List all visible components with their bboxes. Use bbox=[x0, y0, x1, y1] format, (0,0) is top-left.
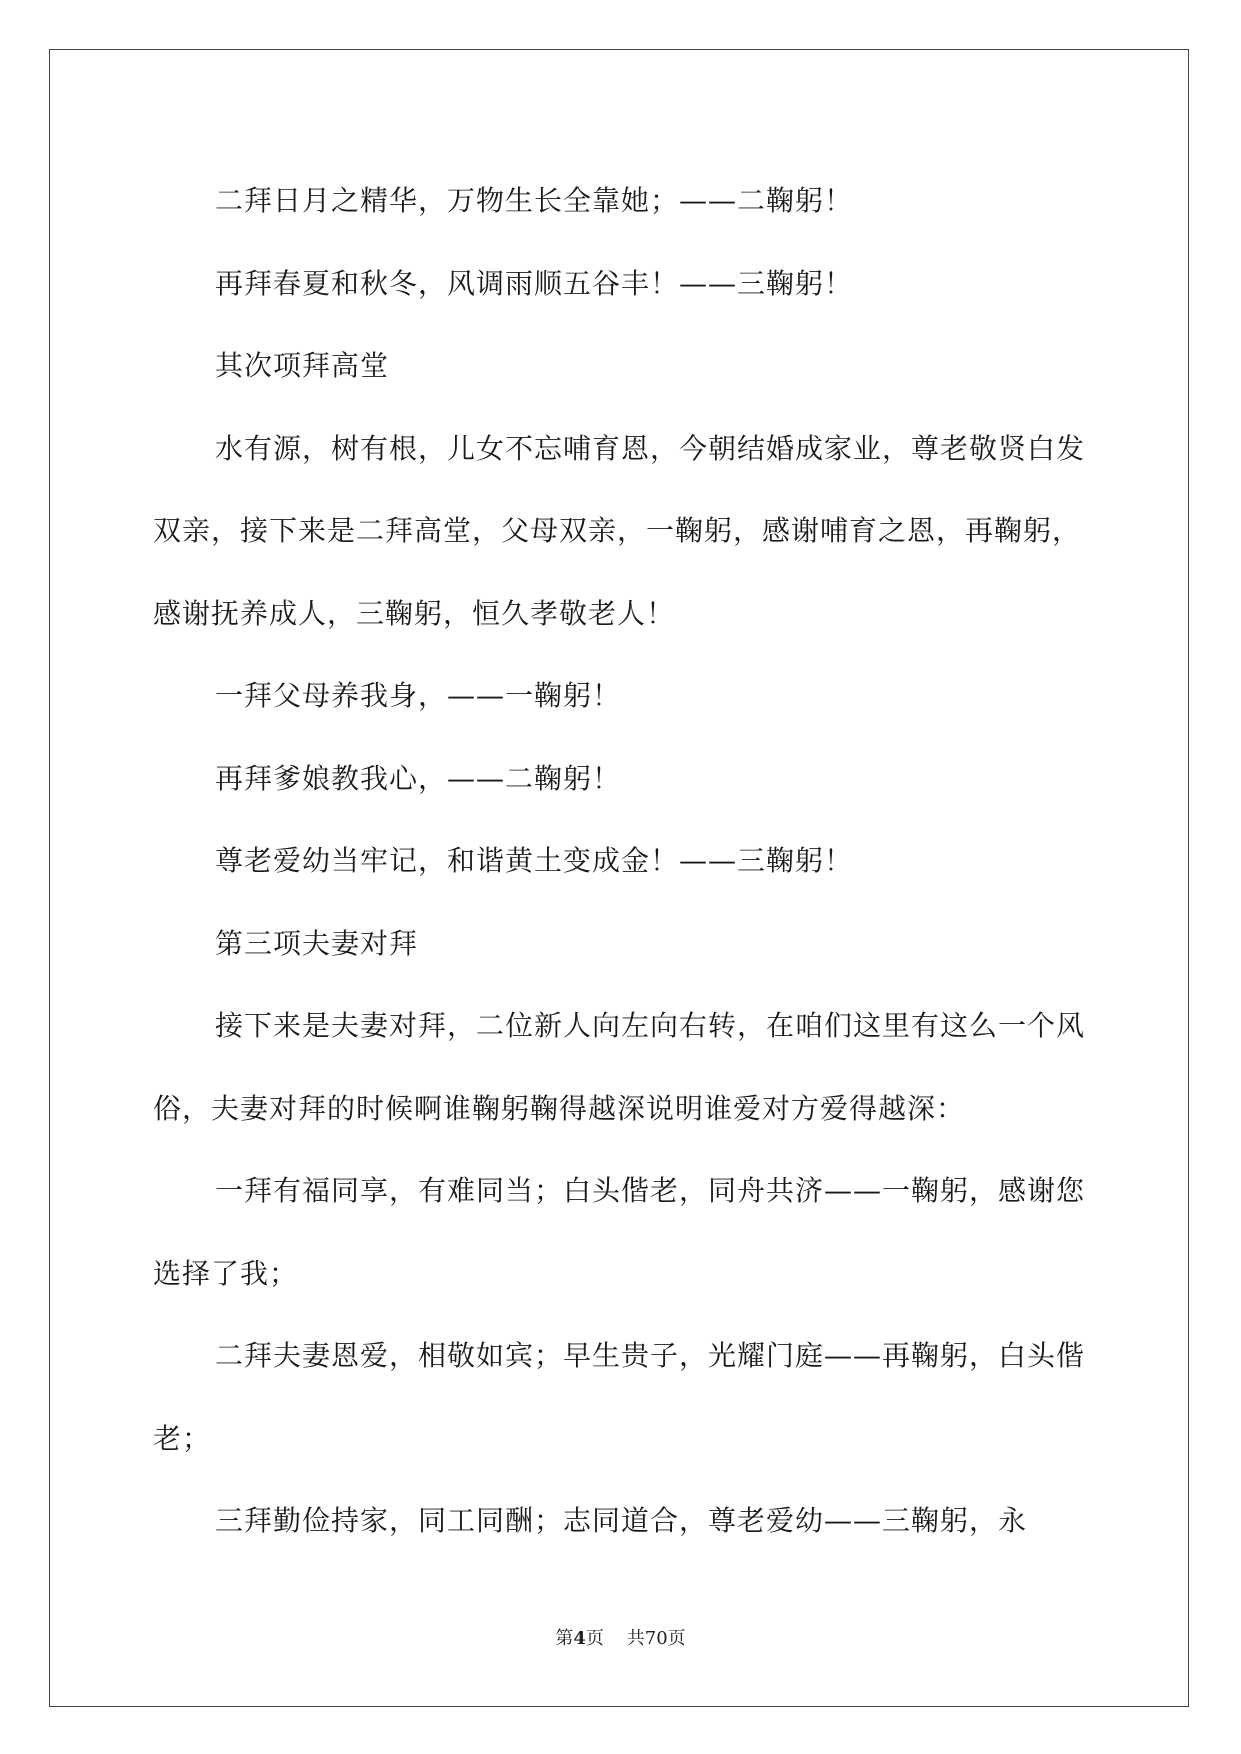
page-prefix: 第 bbox=[555, 1628, 574, 1649]
total-pages: 70 bbox=[644, 1628, 668, 1649]
total-suffix: 页 bbox=[667, 1628, 686, 1649]
page-footer bbox=[0, 1624, 1241, 1650]
paragraph: 再拜春夏和秋冬，风调雨顺五谷丰！——三鞠躬！ bbox=[215, 266, 854, 300]
paragraph: 水有源，树有根，儿女不忘哺育恩，今朝结婚成家业，尊老敬贤白发双亲，接下来是二拜高堂，父母双亲，一鞠躬，感谢哺育之恩，再鞠躬，感谢抚养成人，三鞠躬，恒久孝敬老人！ bbox=[153, 431, 1086, 630]
paragraph: 一拜父母养我身，——一鞠躬！ bbox=[215, 679, 622, 712]
document-body bbox=[153, 160, 1093, 1563]
paragraph: 尊老爱幼当牢记，和谐黄土变成金！——三鞠躬！ bbox=[215, 844, 854, 877]
page-number: 4 bbox=[573, 1628, 586, 1649]
paragraph: 二拜夫妻恩爱，相敬如宾；早生贵子，光耀门庭——再鞠躬，白头偕老； bbox=[153, 1339, 1086, 1455]
section-heading: 其次项拜高堂 bbox=[215, 349, 390, 382]
page-suffix: 页 bbox=[585, 1628, 604, 1649]
paragraph: 三拜勤俭持家，同工同酬；志同道合，尊老爱幼——三鞠躬，永 bbox=[215, 1504, 1028, 1537]
paragraph: 二拜日月之精华，万物生长全靠她；——二鞠躬！ bbox=[215, 184, 854, 217]
paragraph: 一拜有福同享，有难同当；白头偕老，同舟共济——一鞠躬，感谢您选择了我； bbox=[153, 1174, 1086, 1290]
paragraph: 再拜爹娘教我心，——二鞠躬！ bbox=[215, 761, 622, 795]
paragraph: 接下来是夫妻对拜，二位新人向左向右转，在咱们这里有这么一个风俗，夫妻对拜的时候啊谁鞠躬鞠得越深说明谁爱对方爱得越深： bbox=[153, 1009, 1086, 1125]
section-heading: 第三项夫妻对拜 bbox=[215, 926, 419, 960]
total-prefix: 共 bbox=[626, 1628, 645, 1649]
